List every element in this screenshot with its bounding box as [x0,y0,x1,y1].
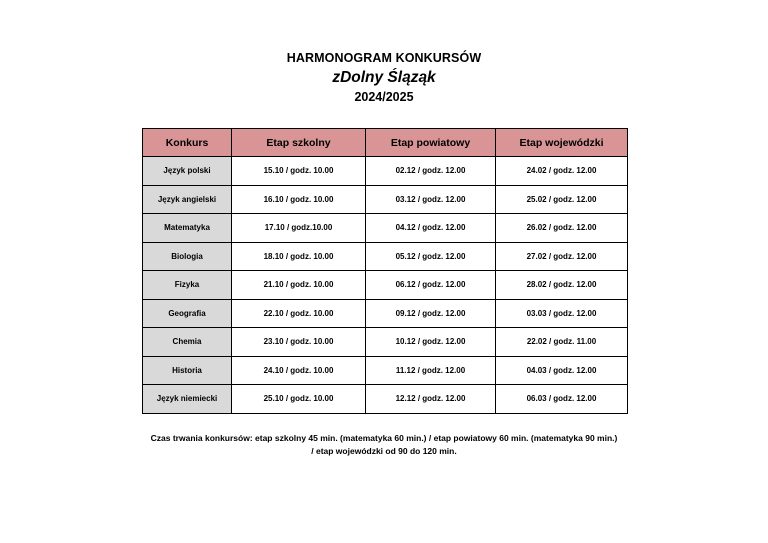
date-cell: 06.12 / godz. 12.00 [366,271,496,300]
table-row [143,299,628,328]
column-header-etap-powiatowy: Etap powiatowy [366,129,496,157]
table-row [143,242,628,271]
date-cell: 03.12 / godz. 12.00 [366,185,496,214]
date-cell: 11.12 / godz. 12.00 [366,356,496,385]
date-cell: 25.02 / godz. 12.00 [496,185,628,214]
date-cell: 15.10 / godz. 10.00 [232,157,366,186]
competition-name: zDolny Śląząk [332,69,436,86]
table-header-row [143,129,628,157]
competition-cell: Historia [143,356,232,385]
competition-cell: Język angielski [143,185,232,214]
competition-cell: Fizyka [143,271,232,300]
date-cell: 10.12 / godz. 12.00 [366,328,496,357]
document-header [0,50,768,106]
table-row [143,385,628,414]
duration-note-line1: Czas trwania konkursów: etap szkolny 45 min. (matematyka 60 min.) / etap powiatowy 60 min. (matematyka 90 min.) [150,433,618,443]
column-header-konkurs: Konkurs [143,129,232,157]
date-cell: 21.10 / godz. 10.00 [232,271,366,300]
competition-cell: Matematyka [143,214,232,243]
table-row [143,214,628,243]
date-cell: 23.10 / godz. 10.00 [232,328,366,357]
date-cell: 17.10 / godz.10.00 [232,214,366,243]
duration-note-line2: / etap wojewódzki od 90 do 120 min. [311,446,457,456]
date-cell: 06.03 / godz. 12.00 [496,385,628,414]
date-cell: 28.02 / godz. 12.00 [496,271,628,300]
date-cell: 27.02 / godz. 12.00 [496,242,628,271]
date-cell: 22.02 / godz. 11.00 [496,328,628,357]
competition-cell: Język niemiecki [143,385,232,414]
date-cell: 04.03 / godz. 12.00 [496,356,628,385]
competition-cell: Biologia [143,242,232,271]
column-header-etap-szkolny: Etap szkolny [232,129,366,157]
date-cell: 03.03 / godz. 12.00 [496,299,628,328]
table-row [143,157,628,186]
school-year: 2024/2025 [354,90,414,104]
competition-cell: Język polski [143,157,232,186]
competition-cell: Chemia [143,328,232,357]
date-cell: 09.12 / godz. 12.00 [366,299,496,328]
duration-note [0,432,768,458]
date-cell: 12.12 / godz. 12.00 [366,385,496,414]
date-cell: 05.12 / godz. 12.00 [366,242,496,271]
date-cell: 26.02 / godz. 12.00 [496,214,628,243]
date-cell: 04.12 / godz. 12.00 [366,214,496,243]
date-cell: 18.10 / godz. 10.00 [232,242,366,271]
table-row [143,271,628,300]
date-cell: 22.10 / godz. 10.00 [232,299,366,328]
table-row [143,185,628,214]
date-cell: 24.10 / godz. 10.00 [232,356,366,385]
date-cell: 25.10 / godz. 10.00 [232,385,366,414]
table-row [143,328,628,357]
column-header-etap-wojewodzki: Etap wojewódzki [496,129,628,157]
date-cell: 16.10 / godz. 10.00 [232,185,366,214]
schedule-table [142,128,628,414]
date-cell: 02.12 / godz. 12.00 [366,157,496,186]
competition-cell: Geografia [143,299,232,328]
document-title: HARMONOGRAM KONKURSÓW [286,51,482,65]
date-cell: 24.02 / godz. 12.00 [496,157,628,186]
table-row [143,356,628,385]
